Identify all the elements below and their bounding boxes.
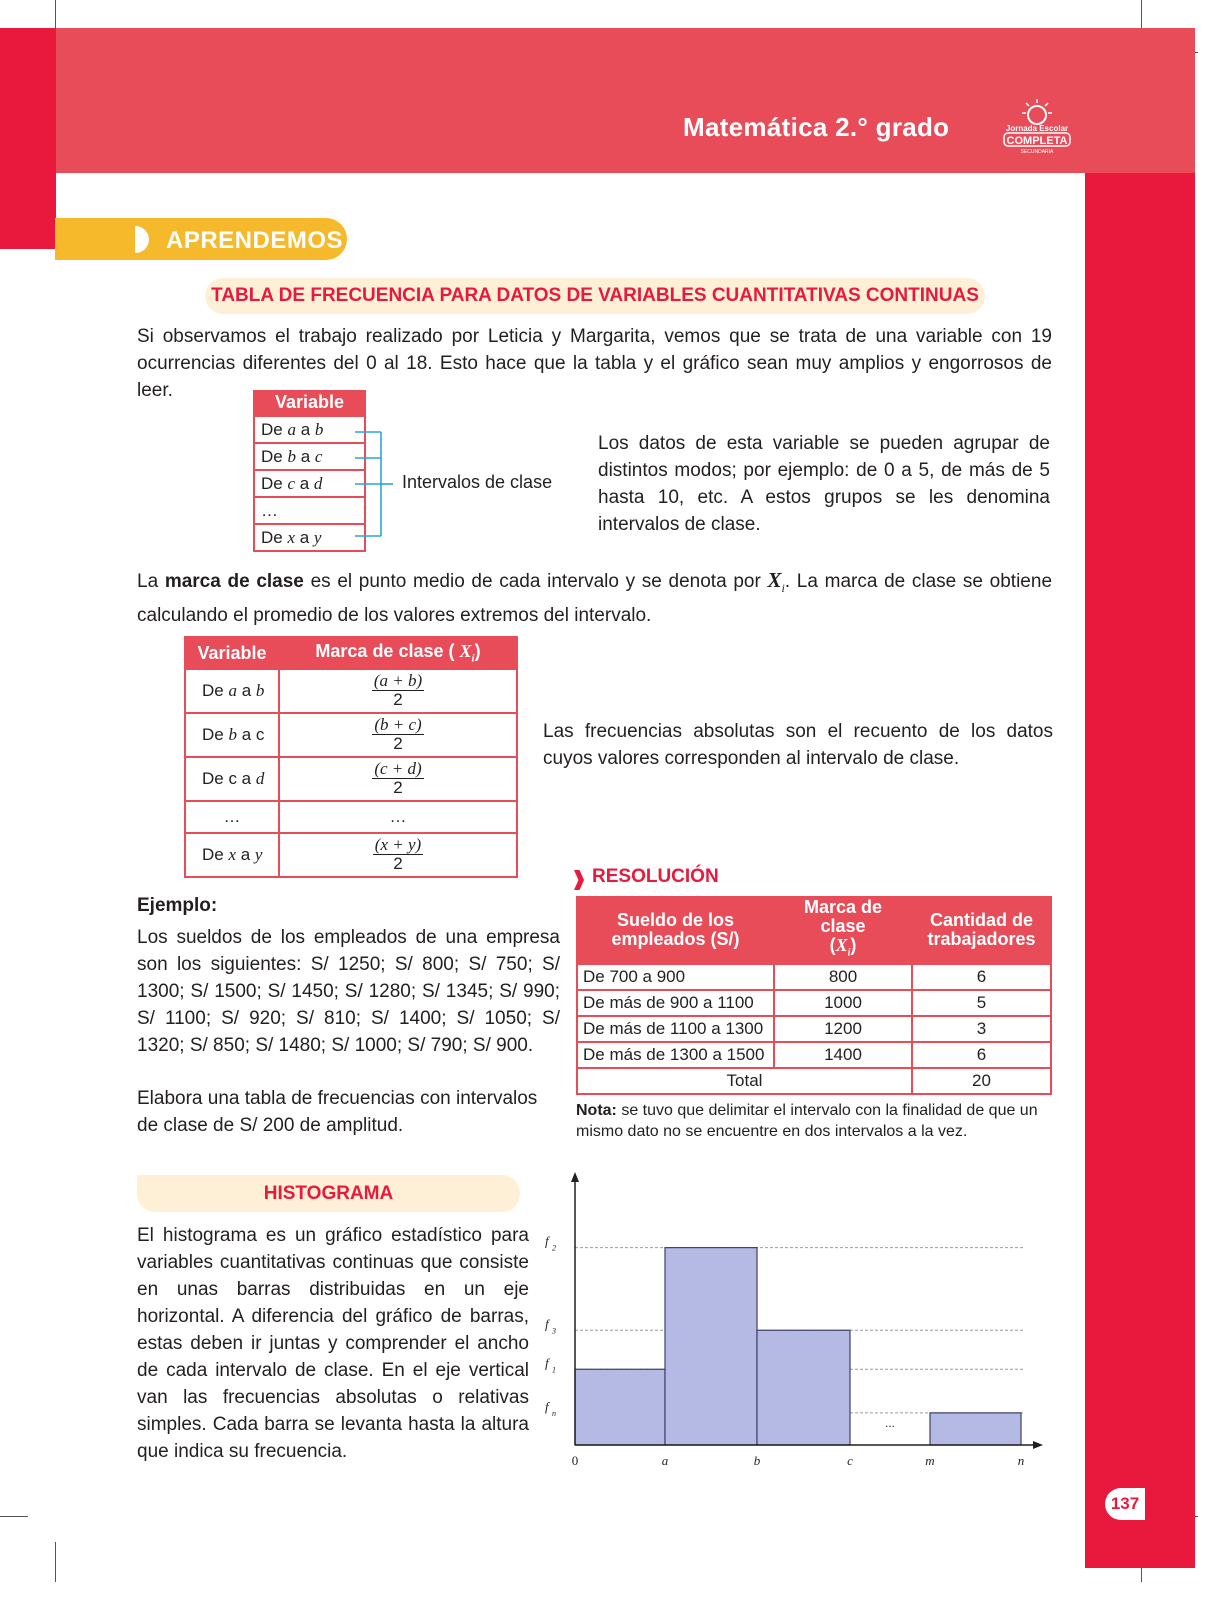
histogram-chart — [545, 1170, 1065, 1470]
marca-row-variable: De x a y — [185, 833, 279, 877]
marca-row-value: $\frac{(b + c)}{2}$ — [279, 713, 517, 757]
marca-row-value: … — [279, 801, 517, 833]
section-tag: APRENDEMOS — [166, 227, 344, 254]
total-row — [577, 1068, 1051, 1094]
marca-row-value: $\frac{(c + d)}{2}$ — [279, 757, 517, 801]
histogram-bar — [665, 1248, 757, 1445]
marca-cell: 1200 — [774, 1016, 912, 1042]
marca-cell: 800 — [774, 964, 912, 990]
svg-text:COMPLETA: COMPLETA — [1006, 135, 1068, 147]
salary-cell: De más de 900 a 1100 — [577, 990, 774, 1016]
x-tick-label: a — [661, 1453, 669, 1468]
count-cell: 3 — [912, 1016, 1051, 1042]
variable-header: Variable — [254, 390, 365, 416]
svg-text:SECUNDARIA: SECUNDARIA — [1020, 149, 1054, 155]
marca-row-variable: De a a b — [185, 669, 279, 713]
y-axis-arrow-icon — [571, 1172, 579, 1182]
jornada-escolar-logo — [998, 97, 1076, 157]
interval-bracket — [355, 426, 395, 541]
y-tick-label: f — [545, 1233, 549, 1249]
x-axis-arrow-icon — [1033, 1441, 1043, 1449]
count-cell: 5 — [912, 990, 1051, 1016]
interval-row: De b a c — [254, 443, 365, 470]
marca-row-variable: … — [185, 801, 279, 833]
marca-row-variable: De b a c — [185, 713, 279, 757]
x-tick-label: m — [925, 1453, 935, 1468]
gap-ellipsis: ... — [884, 1416, 896, 1430]
total-label: Total — [577, 1068, 912, 1094]
interval-row: De x a y — [254, 524, 365, 551]
total-value: 20 — [912, 1068, 1051, 1094]
y-tick-subscript: n — [552, 1408, 556, 1418]
y-tick-label: f — [545, 1316, 549, 1332]
interval-row: De a a b — [254, 416, 365, 443]
example-label: Ejemplo: — [137, 895, 218, 916]
example-paragraph: Los sueldos de los empleados de una empresa son los siguientes: S/ 1250; S/ 800; S/ 750; S/ 1300; S/ 1500; S/ 1450; S/ 1280; S/ 1345; S/ 990; S/ 1100; S/ 920; S/ 810; S/ 1400; S/ 1050; S/ 1320; S/ 850; S/ 1480; S/ 1000; S/ 790; S/ 900. — [137, 927, 560, 1056]
resolution-header-salary: Sueldo de los empleados (S/) — [577, 897, 774, 964]
resolution-label: RESOLUCIÓN — [592, 866, 719, 887]
table-row — [577, 1042, 1051, 1068]
svg-text:Jornada Escolar: Jornada Escolar — [1005, 124, 1069, 133]
resolution-table — [576, 896, 1052, 1095]
histogram-bar — [930, 1413, 1021, 1445]
x-tick-label: c — [847, 1453, 853, 1468]
y-tick-label: f — [545, 1355, 549, 1371]
left-accent-bar — [0, 28, 56, 249]
count-cell: 6 — [912, 1042, 1051, 1068]
y-tick-label: f — [545, 1398, 549, 1414]
salary-cell: De 700 a 900 — [577, 964, 774, 990]
right-accent-bar — [1085, 173, 1195, 1568]
histogram-title: HISTOGRAMA — [137, 1175, 520, 1212]
marca-cell: 1400 — [774, 1042, 912, 1068]
grouping-paragraph: Los datos de esta variable se pueden agrupar de distintos modos; por ejemplo: de 0 a 5, de más de 5 hasta 10, etc. A estos grupos se les denomina intervalos de clase. — [598, 433, 1050, 535]
resolution-marker — [574, 870, 584, 890]
interval-row: De c a d — [254, 470, 365, 497]
intro-paragraph: Si observamos el trabajo realizado por Leticia y Margarita, vemos que se trata de una variable con 19 ocurrencias diferentes del 0 al 18. Esto hace que la tabla y el gráfico sean muy amplios y engorrosos de leer. — [137, 326, 1052, 401]
marca-table-header-marca: Marca de clase ( $X_i$) — [279, 637, 517, 669]
y-tick-subscript: 2 — [552, 1243, 556, 1253]
example-task: Elabora una tabla de frecuencias con intervalos de clase de S/ 200 de amplitud. — [137, 1088, 538, 1136]
resolution-header-count: Cantidad de trabajadores — [912, 897, 1051, 964]
interval-row: … — [254, 497, 365, 524]
page-number: 137 — [1105, 1488, 1145, 1520]
section-subtitle: TABLA DE FRECUENCIA PARA DATOS DE VARIABLES CUANTITATIVAS CONTINUAS — [205, 278, 985, 314]
marca-clase-table — [184, 636, 518, 878]
marca-clase-paragraph: La marca de clase es el punto medio de cada intervalo y se denota por $X_i$. La marca de clase se obtiene calculando el promedio de los valores extremos del intervalo. — [137, 568, 1053, 626]
y-tick-subscript: 3 — [552, 1326, 556, 1336]
histogram-paragraph: El histograma es un gráfico estadístico para variables cuantitativas continuas que consiste en unas barras distribuidas en un eje horizontal. A diferencia del gráfico de barras, estas deben ir juntas y comprender el ancho de cada intervalo de clase. En el eje vertical van las frecuencias absolutas o relativas simples. Cada barra se levanta hasta la altura que indica su frecuencia. — [137, 1225, 529, 1462]
salary-cell: De más de 1100 a 1300 — [577, 1016, 774, 1042]
marca-row-variable: De c a d — [185, 757, 279, 801]
x-tick-label: b — [753, 1453, 761, 1468]
resolution-note: Nota: se tuvo que delimitar el intervalo con la finalidad de que un mismo dato no se encuentre en dos intervalos a la vez. — [576, 1102, 1038, 1140]
marca-row-value: $\frac{(a + b)}{2}$ — [279, 669, 517, 713]
histogram-bar — [575, 1369, 665, 1445]
y-tick-subscript: 1 — [552, 1365, 556, 1375]
resolution-header-marca: Marca de clase $(X_i)$ — [774, 897, 912, 964]
x-tick-label: n — [1017, 1453, 1025, 1468]
page-header-title: Matemática 2.° grado — [683, 112, 950, 142]
marca-cell: 1000 — [774, 990, 912, 1016]
salary-cell: De más de 1300 a 1500 — [577, 1042, 774, 1068]
table-row — [577, 990, 1051, 1016]
marca-table-header-variable: Variable — [185, 637, 279, 669]
count-cell: 6 — [912, 964, 1051, 990]
histogram-bar — [757, 1330, 850, 1445]
variable-interval-table — [253, 390, 366, 552]
marca-row-value: $\frac{(x + y)}{2}$ — [279, 833, 517, 877]
x-tick-label: 0 — [571, 1453, 579, 1468]
table-row — [577, 964, 1051, 990]
interval-bracket-label: Intervalos de clase — [402, 472, 553, 492]
absolute-frequency-paragraph: Las frecuencias absolutas son el recuento de los datos cuyos valores corresponden al intervalo de clase. — [543, 721, 1053, 769]
table-row — [577, 1016, 1051, 1042]
